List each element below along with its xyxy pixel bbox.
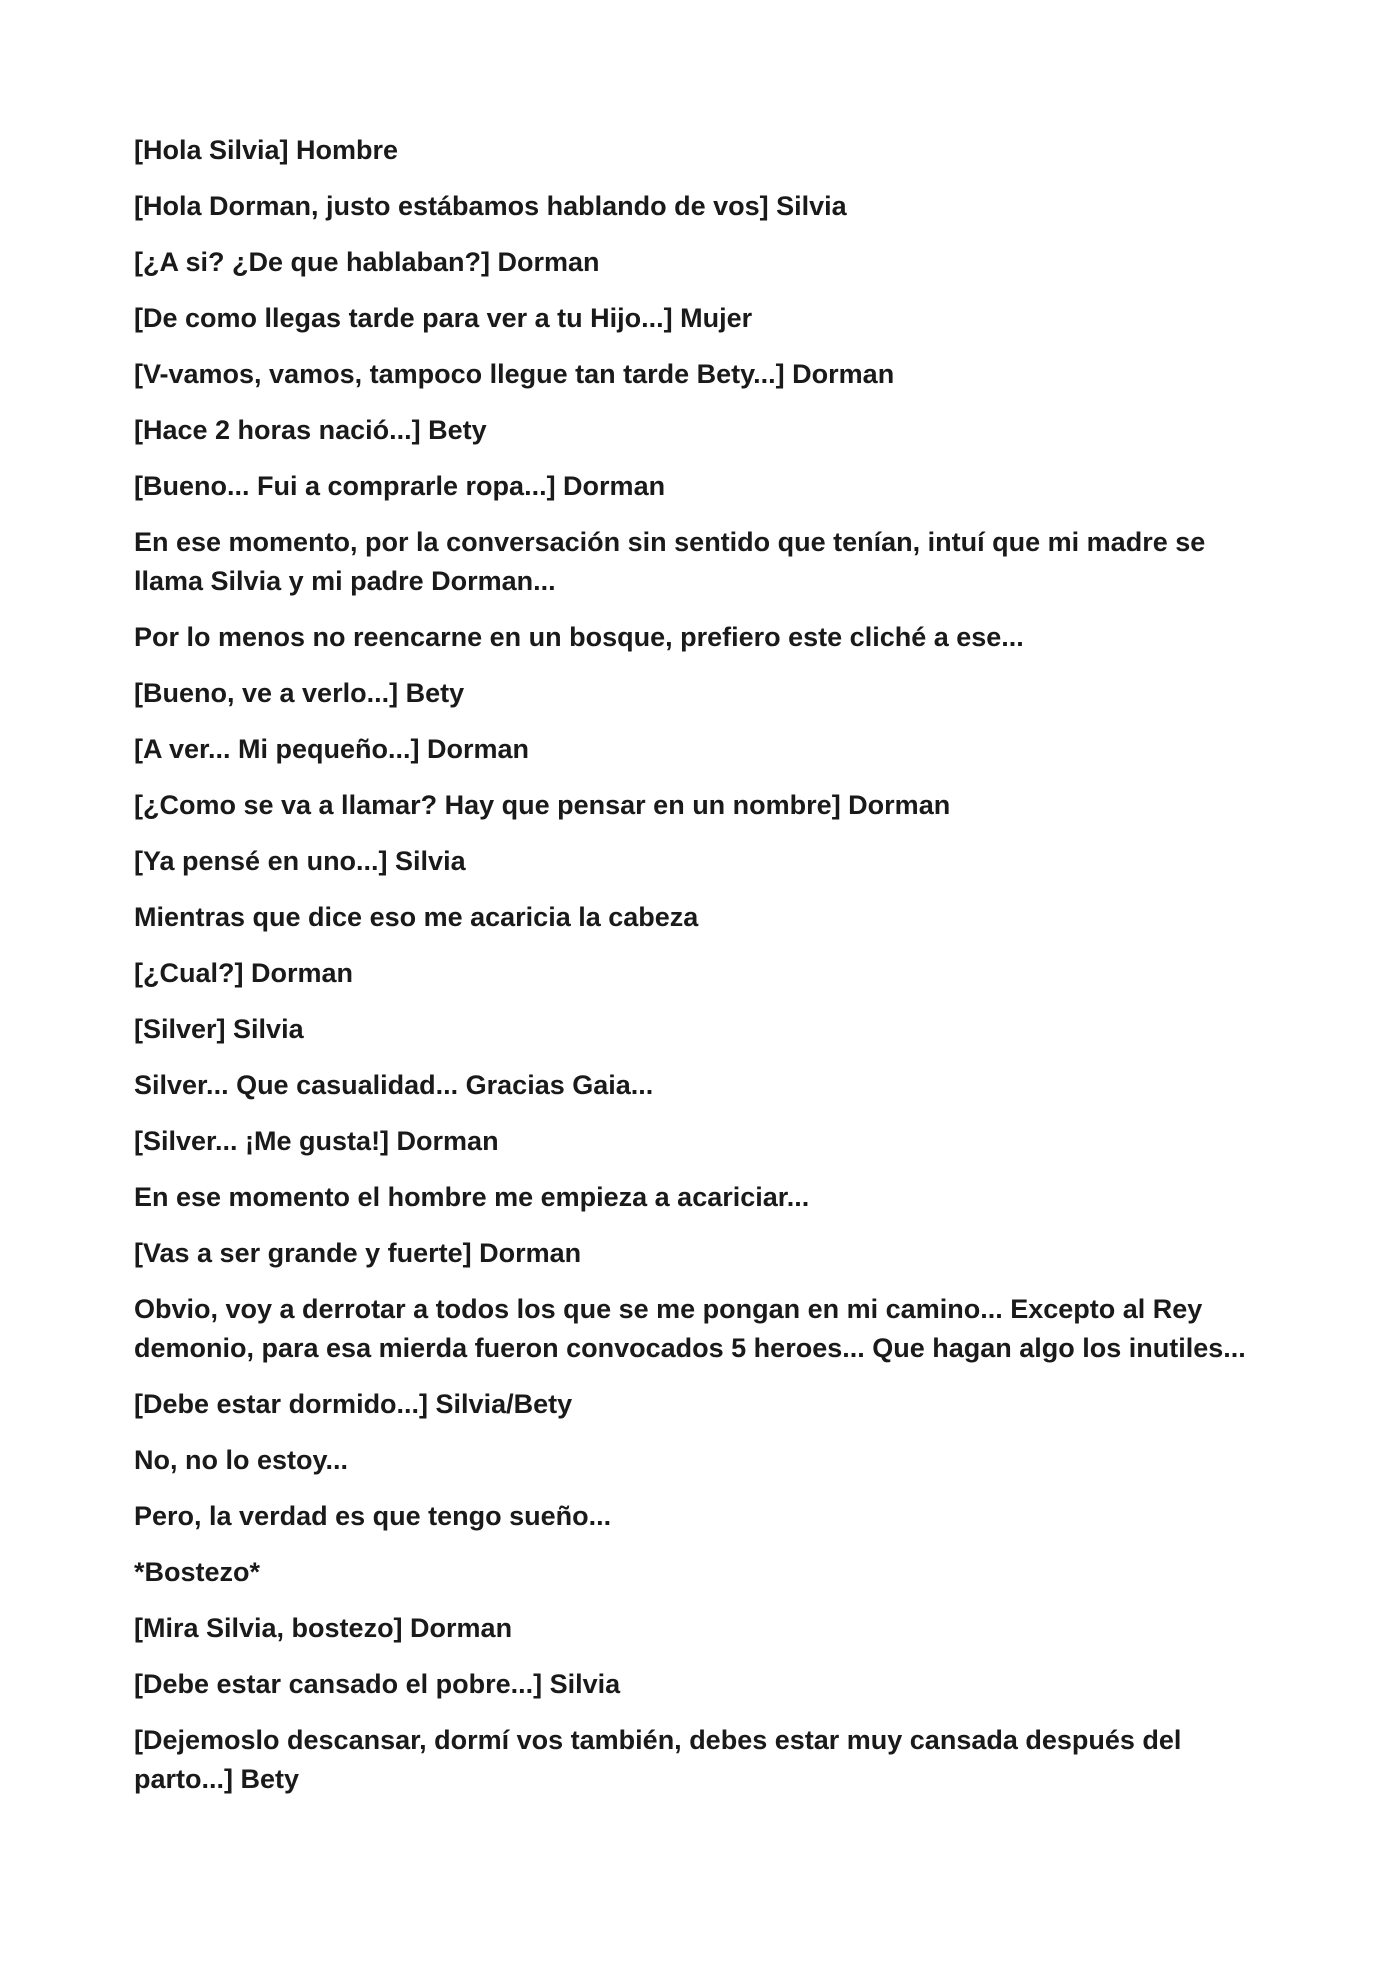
dialogue-line: [Silver] Silvia [134,1014,304,1044]
dialogue-line: [¿A si? ¿De que hablaban?] Dorman [134,247,600,277]
dialogue-line: [Ya pensé en uno...] Silvia [134,846,466,876]
dialogue-line: [Mira Silvia, bostezo] Dorman [134,1613,513,1643]
dialogue-line: [Hola Dorman, justo estábamos hablando de vos] Silvia [134,191,847,221]
dialogue-line: [V-vamos, vamos, tampoco llegue tan tarde Bety...] Dorman [134,359,895,389]
narration-paragraph: Por lo menos no reencarne en un bosque, prefiero este cliché a ese... [134,622,1024,652]
narration-paragraph: No, no lo estoy... [134,1445,349,1475]
dialogue-line: [Bueno, ve a verlo...] Bety [134,678,465,708]
narration-paragraph: Silver... Que casualidad... Gracias Gaia... [134,1070,654,1100]
narration-paragraph: En ese momento el hombre me empieza a acariciar... [134,1182,810,1212]
dialogue-line: [Silver... ¡Me gusta!] Dorman [134,1126,499,1156]
narration-paragraph: Obvio, voy a derrotar a todos los que se me pongan en mi camino... Excepto al Rey demonio, para esa mierda fueron convocados 5 heroes... Que hagan algo los inutiles... [134,1294,1246,1363]
dialogue-line: [¿Como se va a llamar? Hay que pensar en un nombre] Dorman [134,790,951,820]
narration-paragraph: Pero, la verdad es que tengo sueño... [134,1501,612,1531]
narration-paragraph: *Bostezo* [134,1557,261,1587]
document-page [134,131,1274,1816]
dialogue-line: [De como llegas tarde para ver a tu Hijo...] Mujer [134,303,753,333]
dialogue-line: [Debe estar cansado el pobre...] Silvia [134,1669,621,1699]
dialogue-line: [Debe estar dormido...] Silvia/Bety [134,1389,573,1419]
dialogue-line: [Dejemoslo descansar, dormí vos también, debes estar muy cansada después del parto...] Bety [134,1725,1182,1794]
dialogue-line: [Bueno... Fui a comprarle ropa...] Dorman [134,471,666,501]
dialogue-line: [¿Cual?] Dorman [134,958,353,988]
narration-paragraph: Mientras que dice eso me acaricia la cabeza [134,902,699,932]
dialogue-line: [A ver... Mi pequeño...] Dorman [134,734,530,764]
dialogue-line: [Hola Silvia] Hombre [134,135,399,165]
dialogue-line: [Hace 2 horas nació...] Bety [134,415,487,445]
narration-paragraph: En ese momento, por la conversación sin sentido que tenían, intuí que mi madre se llama Silvia y mi padre Dorman... [134,527,1206,596]
dialogue-line: [Vas a ser grande y fuerte] Dorman [134,1238,582,1268]
